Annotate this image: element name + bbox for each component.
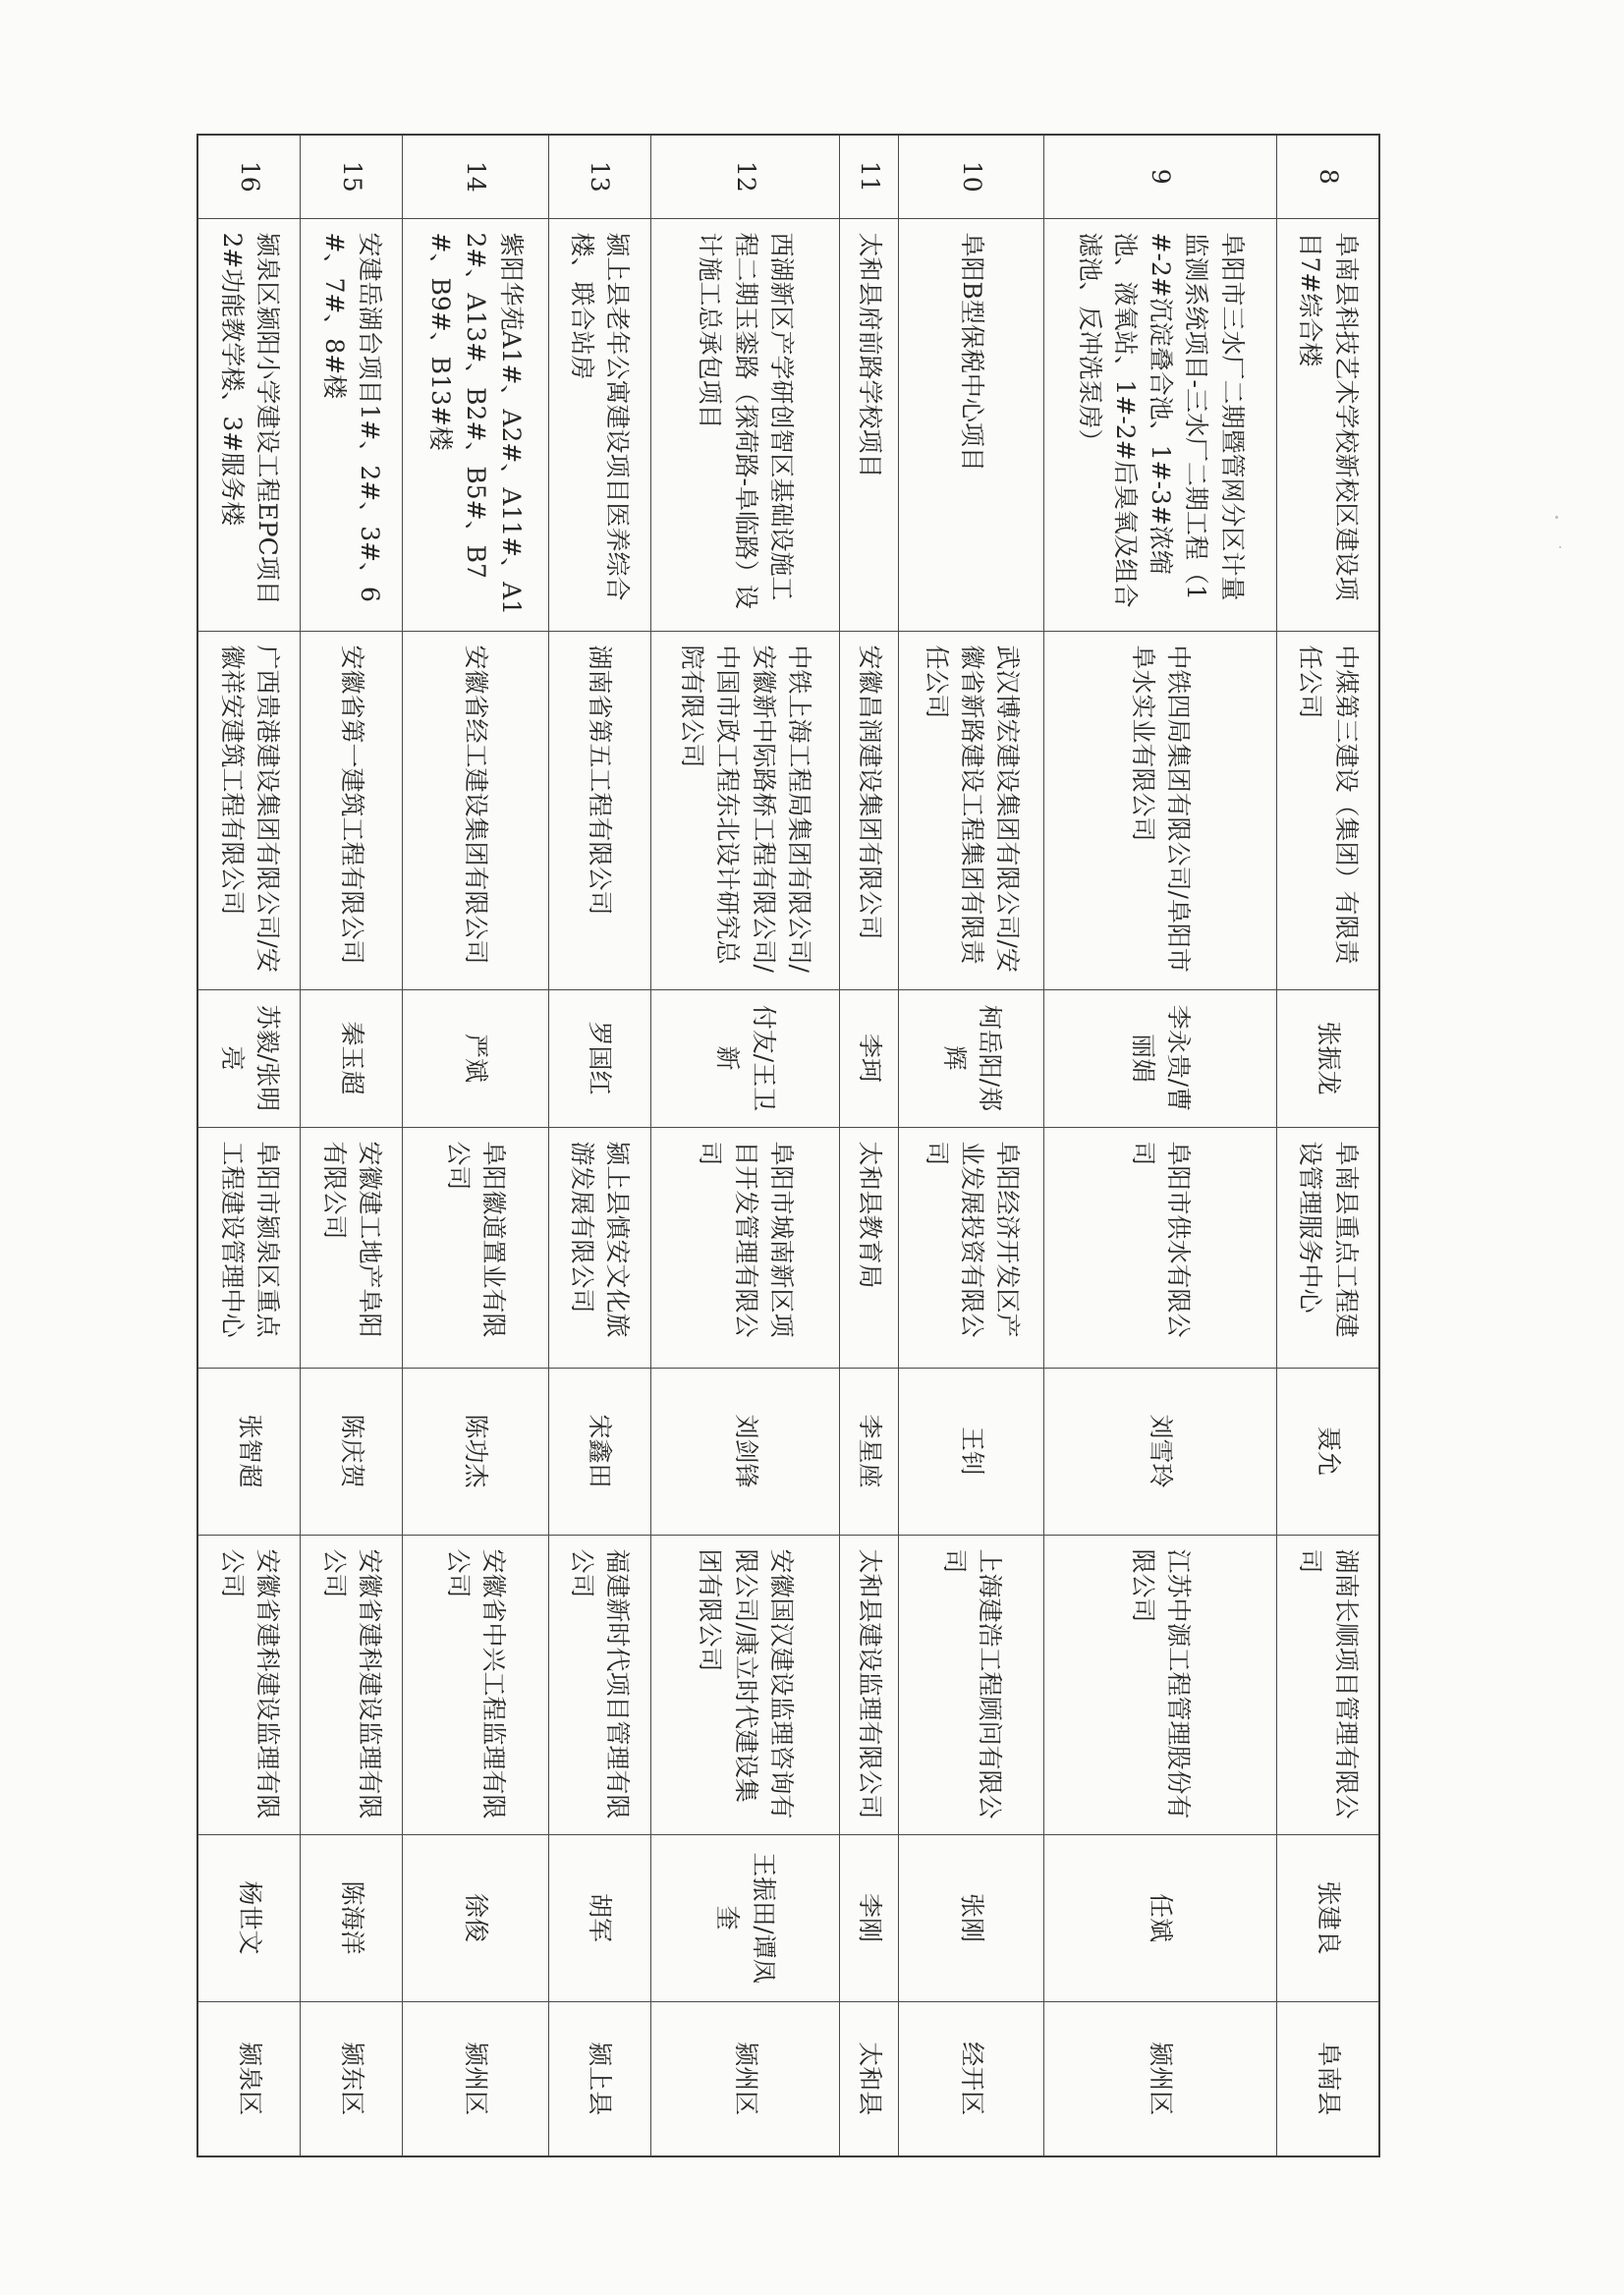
owner-unit-cell: 太和县教育局 [840,1127,899,1368]
owner-rep-cell: 李星座 [840,1368,899,1535]
owner-rep-cell: 张智超 [197,1368,301,1535]
table-row [840,135,899,2156]
supervisor-unit-cell: 太和县建设监理有限公司 [840,1535,899,1834]
owner-rep-cell: 王钊 [899,1368,1044,1535]
row-number: 9 [1044,135,1277,218]
owner-unit-cell: 颍上县慎安文化旅游发展有限公司 [548,1127,650,1368]
contractor-cell: 广西贵港建设集团有限公司/安徽祥安建筑工程有限公司 [197,631,301,989]
chief-supervisor-cell: 张建良 [1276,1834,1379,2001]
project-name-cell: 西湖新区产学研创智区基础设施工程二期玉銮路（探荷路-阜临路）设计施工总承包项目 [650,218,839,631]
project-manager-cell: 柯岳阳/郑辉 [899,989,1044,1127]
row-number: 12 [650,135,839,218]
supervisor-unit-cell: 上海建浩工程顾问有限公司 [899,1535,1044,1834]
contractor-cell: 中铁四局集团有限公司/阜阳市阜水实业有限公司 [1044,631,1277,989]
row-number: 8 [1276,135,1379,218]
district-cell: 颍州区 [403,2001,548,2156]
row-number: 15 [301,135,403,218]
owner-rep-cell: 刘剑锋 [650,1368,839,1535]
row-number: 16 [197,135,301,218]
table-row [197,135,301,2156]
project-manager-cell: 秦玉超 [301,989,403,1127]
scan-speck [1555,516,1558,519]
owner-unit-cell: 阜阳市颍泉区重点工程建设管理中心 [197,1127,301,1368]
project-table [196,134,1380,2157]
owner-rep-cell: 宋鑫田 [548,1368,650,1535]
project-manager-cell: 严斌 [403,989,548,1127]
project-name-cell: 阜阳市三水厂二期暨管网分区计量监测系统项目-三水厂二期工程（1#-2#沉淀叠合池、1#-3#浓缩池、液氧站、1#-2#后臭氧及组合滤池、反冲洗泵房） [1044,218,1277,631]
supervisor-unit-cell: 湖南长顺项目管理有限公司 [1276,1535,1379,1834]
project-manager-cell: 苏毅/张明亮 [197,989,301,1127]
table-body [197,135,1379,2156]
district-cell: 颍泉区 [197,2001,301,2156]
owner-unit-cell: 阜阳市城南新区项目开发管理有限公司 [650,1127,839,1368]
row-number: 13 [548,135,650,218]
owner-unit-cell: 阜阳徽道置业有限公司 [403,1127,548,1368]
project-manager-cell: 李珂 [840,989,899,1127]
project-name-cell: 颍泉区颍阳小学建设工程EPC项目2#功能教学楼、3#服务楼 [197,218,301,631]
project-manager-cell: 付友/王卫新 [650,989,839,1127]
contractor-cell: 湖南省第五工程有限公司 [548,631,650,989]
project-name-cell: 阜阳B型保税中心项目 [899,218,1044,631]
chief-supervisor-cell: 胡军 [548,1834,650,2001]
district-cell: 阜南县 [1276,2001,1379,2156]
table-row [650,135,839,2156]
table-row [301,135,403,2156]
project-name-cell: 阜南县科技艺术学校新校区建设项目7#综合楼 [1276,218,1379,631]
chief-supervisor-cell: 陈海洋 [301,1834,403,2001]
contractor-cell: 中铁上海工程局集团有限公司/安徽新中际路桥工程有限公司/中国市政工程东北设计研究总院有限公司 [650,631,839,989]
project-name-cell: 颍上县老年公寓建设项目医养综合楼、联合站房 [548,218,650,631]
owner-rep-cell: 陈功杰 [403,1368,548,1535]
table-row [403,135,548,2156]
rotated-table-wrapper [196,134,1380,2155]
project-manager-cell: 张振龙 [1276,989,1379,1127]
owner-unit-cell: 安徽建工地产阜阳有限公司 [301,1127,403,1368]
supervisor-unit-cell: 福建新时代项目管理有限公司 [548,1535,650,1834]
chief-supervisor-cell: 王振田/谭凤奎 [650,1834,839,2001]
contractor-cell: 安徽昌润建设集团有限公司 [840,631,899,989]
project-name-cell: 太和县府前路学校项目 [840,218,899,631]
contractor-cell: 武汉博宏建设集团有限公司/安徽省新路建设工程集团有限责任公司 [899,631,1044,989]
owner-unit-cell: 阜阳经济开发区产业发展投资有限公司 [899,1127,1044,1368]
owner-rep-cell: 刘雪玲 [1044,1368,1277,1535]
row-number: 10 [899,135,1044,218]
table-row [548,135,650,2156]
district-cell: 颍东区 [301,2001,403,2156]
district-cell: 颍上县 [548,2001,650,2156]
supervisor-unit-cell: 安徽省建科建设监理有限公司 [301,1535,403,1834]
owner-unit-cell: 阜南县重点工程建设管理服务中心 [1276,1127,1379,1368]
table-row [1044,135,1277,2156]
project-manager-cell: 李永贵/曹丽娟 [1044,989,1277,1127]
table-row [1276,135,1379,2156]
supervisor-unit-cell: 江苏中源工程管理股份有限公司 [1044,1535,1277,1834]
supervisor-unit-cell: 安徽省建科建设监理有限公司 [197,1535,301,1834]
district-cell: 颍州区 [1044,2001,1277,2156]
chief-supervisor-cell: 李刚 [840,1834,899,2001]
district-cell: 经开区 [899,2001,1044,2156]
project-manager-cell: 罗国红 [548,989,650,1127]
scan-speck [1559,546,1561,548]
contractor-cell: 安徽省经工建设集团有限公司 [403,631,548,989]
owner-rep-cell: 陈庆贺 [301,1368,403,1535]
chief-supervisor-cell: 任斌 [1044,1834,1277,2001]
supervisor-unit-cell: 安徽省中兴工程监理有限公司 [403,1535,548,1834]
supervisor-unit-cell: 安徽国汉建设监理咨询有限公司/康立时代建设集团有限公司 [650,1535,839,1834]
chief-supervisor-cell: 杨世文 [197,1834,301,2001]
chief-supervisor-cell: 徐俊 [403,1834,548,2001]
row-number: 11 [840,135,899,218]
project-name-cell: 安建岳湖台项目1#、2#、3#、6#、7#、8#楼 [301,218,403,631]
contractor-cell: 中煤第三建设（集团）有限责任公司 [1276,631,1379,989]
district-cell: 太和县 [840,2001,899,2156]
owner-rep-cell: 聂允 [1276,1368,1379,1535]
project-name-cell: 紫阳华苑A1#、A2#、A11#、A12#、A13#、B2#、B5#、B7#、B9#、B13#楼 [403,218,548,631]
row-number: 14 [403,135,548,218]
contractor-cell: 安徽省第一建筑工程有限公司 [301,631,403,989]
table-row [899,135,1044,2156]
owner-unit-cell: 阜阳市供水有限公司 [1044,1127,1277,1368]
chief-supervisor-cell: 张刚 [899,1834,1044,2001]
district-cell: 颍州区 [650,2001,839,2156]
